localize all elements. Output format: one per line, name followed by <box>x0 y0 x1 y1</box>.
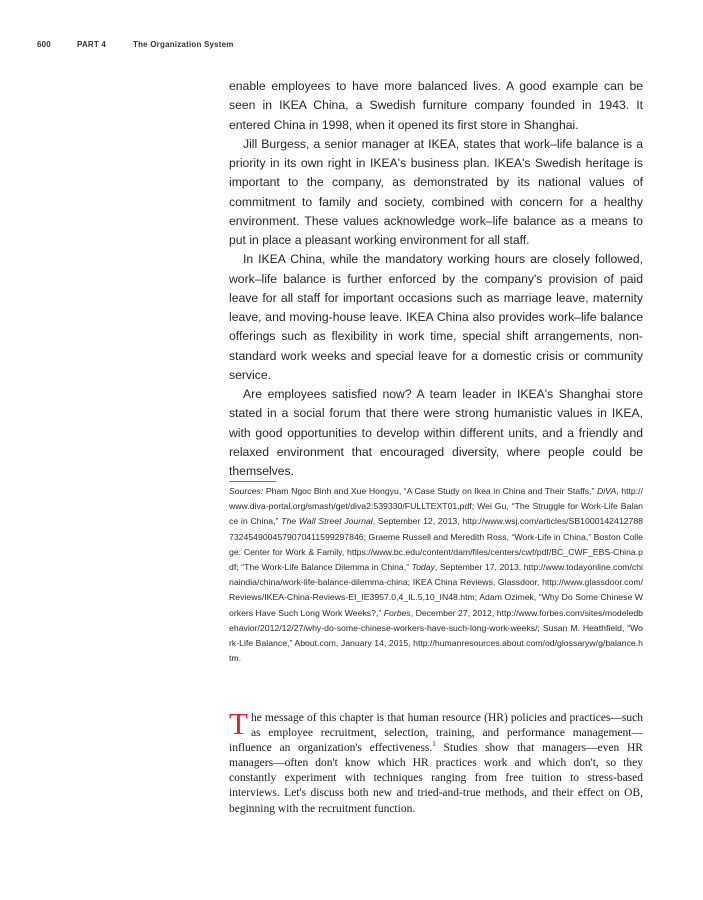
sources-text: Pham Ngoc Binh and Xue Hongyu, “A Case Study on Ikea in China and Their Staffs,” <box>263 486 597 496</box>
sources-divider <box>229 481 276 482</box>
sources-italic: Forbes <box>383 607 411 618</box>
case-study-text <box>229 77 643 481</box>
part-label: PART 4 <box>77 40 107 49</box>
part-title: The Organization System <box>133 40 234 49</box>
sources-note <box>229 484 643 666</box>
footnote-marker: 1 <box>432 740 436 749</box>
sources-label: Sources: <box>229 486 264 496</box>
intro-text: Studies show that managers—even HR managers—often don't know which HR practices work and which don't, so they constantly experiment with techniques ranging from free tuition to stress-based interviews. Let's discuss both new and tried-and-true methods, and their effect on OB, beginning with the recruitment function. <box>229 742 643 815</box>
drop-cap: T <box>229 706 248 741</box>
case-paragraph: enable employees to have more balanced lives. A good example can be seen in IKEA China, a Swedish furniture company founded in 1943. It entered China in 1998, when it opened its first store in Shanghai. <box>229 79 643 132</box>
sources-text: , http://www.diva-portal.org/smash/get/diva2:539330/FULLTEXT01.pdf; Wei Gu, “The Struggle for Work-Life Balance in China,” <box>229 486 643 527</box>
case-paragraph: Jill Burgess, a senior manager at IKEA, states that work–life balance is a priority in its own right in IKEA's business plan. IKEA's Swedish heritage is important to the company, as demonstrated by its national values of commitment to family and society, combined with concern for a healthy environment. These values acknowledge work–life balance as a means to put in place a pleasant working environment for all staff. <box>229 136 643 247</box>
sources-text: , September 12, 2013, http://www.wsj.com/articles/SB10001424127887324549004579070411599297846; Graeme Russell and Meredith Ross, “Work-Life in China,” Boston College: Center for Work & Family, https://www.bc.edu/content/dam/files/centers/cwf/pdf/BC_CWF_EBS-China.pdf; “The Work-Life Balance Dilemma in China,” <box>229 516 643 573</box>
case-paragraph: Are employees satisfied now? A team leader in IKEA's Shanghai store stated in a social forum that there were strong humanistic values in IKEA, with good opportunities to develop within different units, and a friendly and relaxed environment that encouraged diversity, where people could be themselves. <box>229 387 643 478</box>
sources-text: , December 27, 2012, http://www.forbes.com/sites/modeledbehavior/2012/12/27/why-do-some-chinese-workers-have-such-long-work-weeks/; Susan M. Heathfield, “Work-Life Balance,” About.com, January 14, 2015, http://humanresources.about.com/od/glossaryw/g/balance.htm. <box>229 607 644 664</box>
intro-text: he message of this chapter is that human resource (HR) policies and practices—such as employee recruitment, selection, training, and performance management—influence an organization's effectiveness. <box>229 712 643 755</box>
sources-italic: DiVA <box>596 486 617 496</box>
chapter-intro <box>229 706 643 817</box>
sources-text: , September 17, 2013, http://www.todayonline.com/chinaindia/china/work-life-balance-dilemma-china; IKEA China Reviews, Glassdoor, http://www.glassdoor.com/Reviews/IKEA-China-Reviews-EI_IE3957.0,4_IL.5,10_IN48.htm; Adam Ozimek, “Why Do Some Chinese Workers Have Such Long Work Weeks?,” <box>229 562 643 618</box>
sources-italic: The Wall Street Journal <box>281 516 373 527</box>
case-paragraph: In IKEA China, while the mandatory working hours are closely followed, work–life balance is further enforced by the company's provision of paid leave for all staff for important occasions such as marriage leave, maternity leave, and moving-house leave. IKEA China also provides work–life balance offerings such as flexibility in work time, special shift arrangements, non-standard work weeks and special leave for a domestic crisis or community service. <box>229 252 643 382</box>
running-header <box>37 40 234 49</box>
page-number: 600 <box>37 40 51 49</box>
sources-italic: Today <box>411 562 435 573</box>
